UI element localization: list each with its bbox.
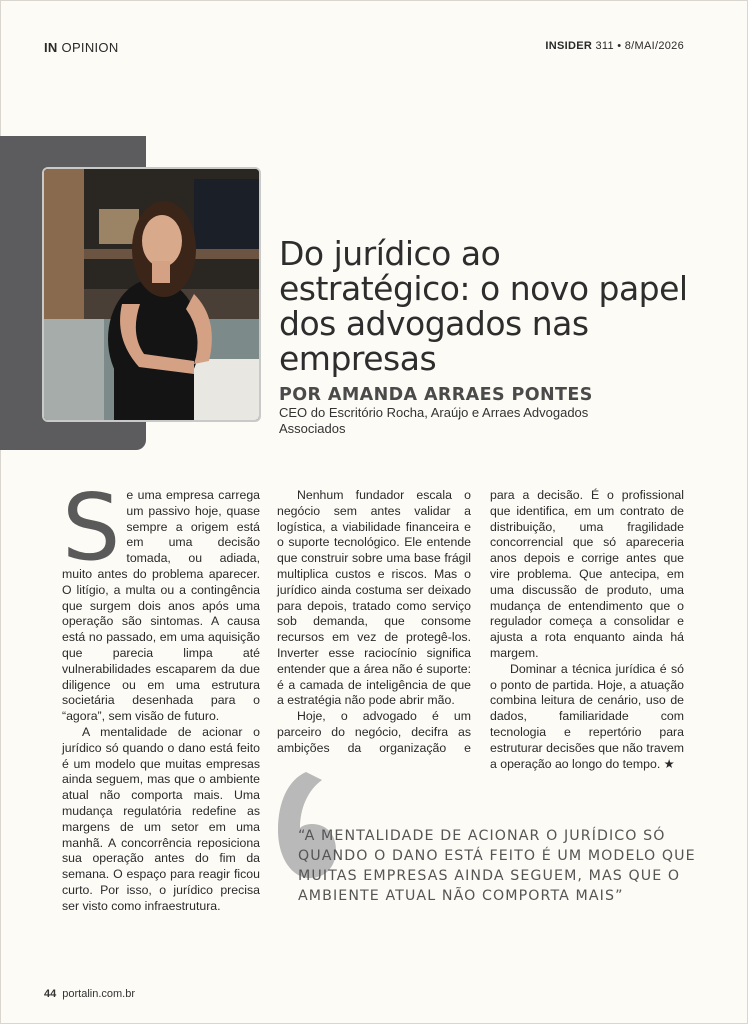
page-footer — [44, 988, 135, 1000]
page-number: 44 — [44, 988, 57, 1000]
article-column-1 — [62, 474, 260, 915]
section-label — [44, 40, 119, 55]
paragraph-4: Hoje, o advogado é um parceiro do negócio, decifra as ambições da organização e — [277, 709, 471, 755]
paragraph-3: Nenhum fundador escala o negócio sem antes validar a logística, a viabilidade financeira e o suporte tecnológico. Ele entende que construir sobre uma base frágil multiplica custos e riscos. Mas o jurídico ainda costuma ser deixado para depois, tratado como serviço sob demanda, que consome recursos em vez de protegê-los. Inverter esse raciocínio significa entender que a área não é suporte: é a camada de inteligência de que a estratégia não pode abrir mão. — [277, 488, 471, 708]
paragraph-4-continued: para a decisão. É o profissional que identifica, em um contrato de distribuição, uma fragilidade concorrencial que só apareceria anos depois e corrige antes que vire problema. Que antecipa, em uma discussão de produto, uma mudança de entendimento que o regulador começa a consolidar e ajusta a rota enquanto ainda há margem. — [490, 488, 684, 660]
issue-info: 311 • 8/MAI/2026 — [595, 40, 684, 52]
site-url[interactable]: portalin.com.br — [62, 988, 136, 1000]
drop-cap: S — [62, 474, 121, 581]
author-role: CEO do Escritório Rocha, Araújo e Arraes Advogados Associados — [279, 405, 589, 436]
author-photo — [42, 167, 261, 422]
section-prefix: IN — [44, 40, 58, 55]
paragraph-2: A mentalidade de acionar o jurídico só quando o dano está feito é um modelo que muitas empresas ainda seguem, mas que o ambiente atual não comporta mais. Uma mudança regulatória redefine as margens de um setor em uma manhã. A concorrência reposiciona sua operação antes do fim da semana. O espaço para reagir ficou curto. Por isso, o jurídico precisa ser visto como infraestrutura. — [62, 724, 260, 913]
paragraph-5: Dominar a técnica jurídica é só o ponto de partida. Hoje, a atuação combina leitura de cenário, uso de dados, familiaridade com tecnologia e repertório para estruturar decisões que não travem a operação ao longo do tempo. ★ — [490, 661, 684, 771]
article-column-2 — [277, 488, 471, 756]
article-title: Do jurídico ao estratégico: o novo papel dos advogados nas empresas — [279, 234, 688, 378]
pull-quote: “A MENTALIDADE DE ACIONAR O JURÍDICO SÓ QUANDO O DANO ESTÁ FEITO É UM MODELO QUE MUITAS EMPRESAS AINDA SEGUEM, MAS QUE O AMBIENTE ATUAL NÃO COMPORTA MAIS” — [298, 828, 696, 904]
paragraph-1: e uma empresa carrega um passivo hoje, quase sempre a origem está em uma decisão tomada, ou adiada, muito antes do problema aparecer. O litígio, a multa ou a contingência que surgem dois anos após uma operação são sintomas. A causa está no passado, em uma aquisição que parecia limpa até vulnerabilidades escaparem da due diligence ou em uma estrutura societária desenhada para o “agora”, sem visão de futuro. — [62, 488, 260, 724]
magazine-name: INSIDER — [545, 40, 593, 52]
article-column-3 — [490, 488, 684, 772]
author-byline: POR AMANDA ARRAES PONTES — [279, 385, 593, 405]
issue-label — [545, 40, 684, 52]
section-name: OPINION — [61, 40, 119, 55]
